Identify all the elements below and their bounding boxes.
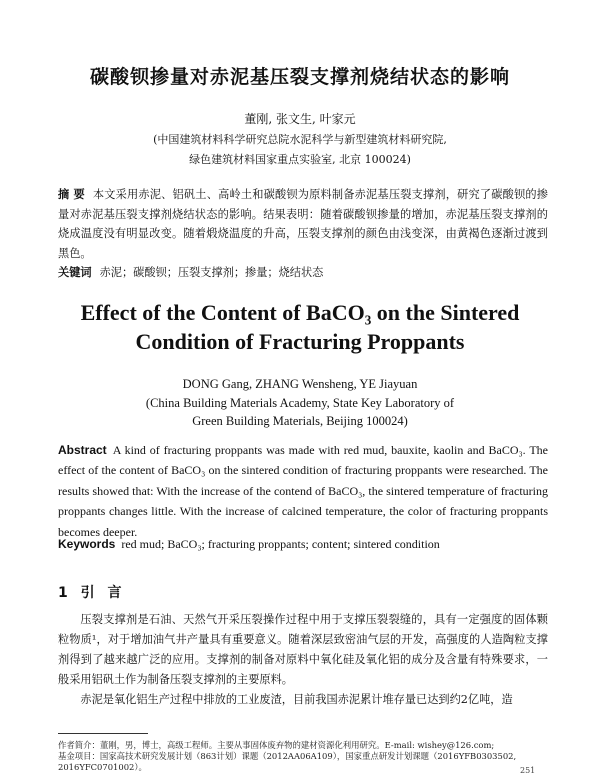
english-keywords: [58, 537, 548, 552]
chinese-keywords-text: 赤泥；碳酸钡；压裂支撑剂；掺量；烧结状态: [99, 266, 324, 279]
chinese-keywords: [58, 264, 548, 280]
english-abstract: [58, 440, 548, 542]
chinese-title: 碳酸钡掺量对赤泥基压裂支撑剂烧结状态的影响: [89, 66, 510, 88]
english-authors: DONG Gang, ZHANG Wensheng, YE Jiayuan: [182, 377, 418, 391]
fund-footnote: 基金项目：国家高技术研究发展计划（863计划）课题（2012AA06A109），国家重点研发计划课题（2016YFB0303502, 2016YFC0701002）。: [58, 751, 517, 772]
chinese-abstract-text: 本文采用赤泥、铝矾土、高岭土和碳酸钡为原料制备赤泥基压裂支撑剂，研究了碳酸钡的掺量对赤泥基压裂支撑剂烧结状态的影响。结果表明：随着碳酸钡掺量的增加，赤泥基压裂支撑剂的烧成温度没有明显改变。随着煅烧温度的升高，压裂支撑剂的颜色由浅变深，由黄褐色逐渐过渡到黑色。: [58, 188, 548, 260]
chinese-authors: 董刚, 张文生, 叶家元: [244, 112, 356, 126]
intro-paragraph: 赤泥是氧化铝生产过程中排放的工业废渣，目前我国赤泥累计堆存量已达到约2亿吨，造: [80, 693, 513, 706]
footnote-divider: [58, 733, 148, 734]
introduction-body: [58, 610, 548, 710]
english-affiliation-line-2: Green Building Materials, Beijing 100024): [192, 414, 408, 428]
english-abstract-label: Abstract: [58, 443, 107, 457]
english-keywords-text: red mud; BaCO₃; fracturing proppants; content; sintered condition: [121, 537, 440, 551]
chinese-keywords-label: 关键词: [58, 266, 92, 279]
chinese-abstract-label: 摘 要: [58, 188, 85, 201]
english-title-line-1: Effect of the Content of BaCO₃ on the Sintered: [80, 300, 520, 325]
chinese-affiliation-line-1: (中国建筑材料科学研究总院水泥科学与新型建筑材料研究院,: [153, 133, 447, 146]
footnotes: [58, 740, 548, 773]
chinese-abstract: [58, 185, 548, 263]
english-title-line-2: Condition of Fracturing Proppants: [135, 329, 465, 354]
section-heading: 1 引 言: [58, 585, 126, 601]
english-abstract-text: A kind of fracturing proppants was made with red mud, bauxite, kaolin and BaCO₃. The effect of the content of BaCO₃ on the sintered condition of fracturing proppants were researched. The results showed that: With the increase of the contend of BaCO₃, the sintered temperature of fracturing proppants changes little. With the increase of calcined temperature, the color of fracturing proppants becomes deeper.: [58, 443, 548, 539]
author-footnote: 作者简介：董刚，男，博士，高级工程师。主要从事固体废弃物的建材资源化利用研究。E-mail: wishey@126.com;: [58, 740, 495, 750]
english-affiliation-line-1: (China Building Materials Academy, State Key Laboratory of: [145, 396, 455, 410]
intro-paragraph: 压裂支撑剂是石油、天然气开采压裂操作过程中用于支撑压裂裂缝的，具有一定强度的固体颗粒物质¹，对于增加油气井产量具有重要意义。随着深层致密油气层的开发，高强度的人造陶粒支撑剂得到了越来越广泛的应用。支撑剂的制备对原料中氧化硅及氧化铝的成分及含量有特殊要求，一般采用铝矾土作为制备压裂支撑剂的主要原料。: [58, 613, 548, 686]
chinese-affiliation-line-2: 绿色建筑材料国家重点实验室, 北京 100024): [189, 153, 411, 166]
english-keywords-label: Keywords: [58, 537, 116, 551]
page-number: 251: [520, 766, 536, 775]
